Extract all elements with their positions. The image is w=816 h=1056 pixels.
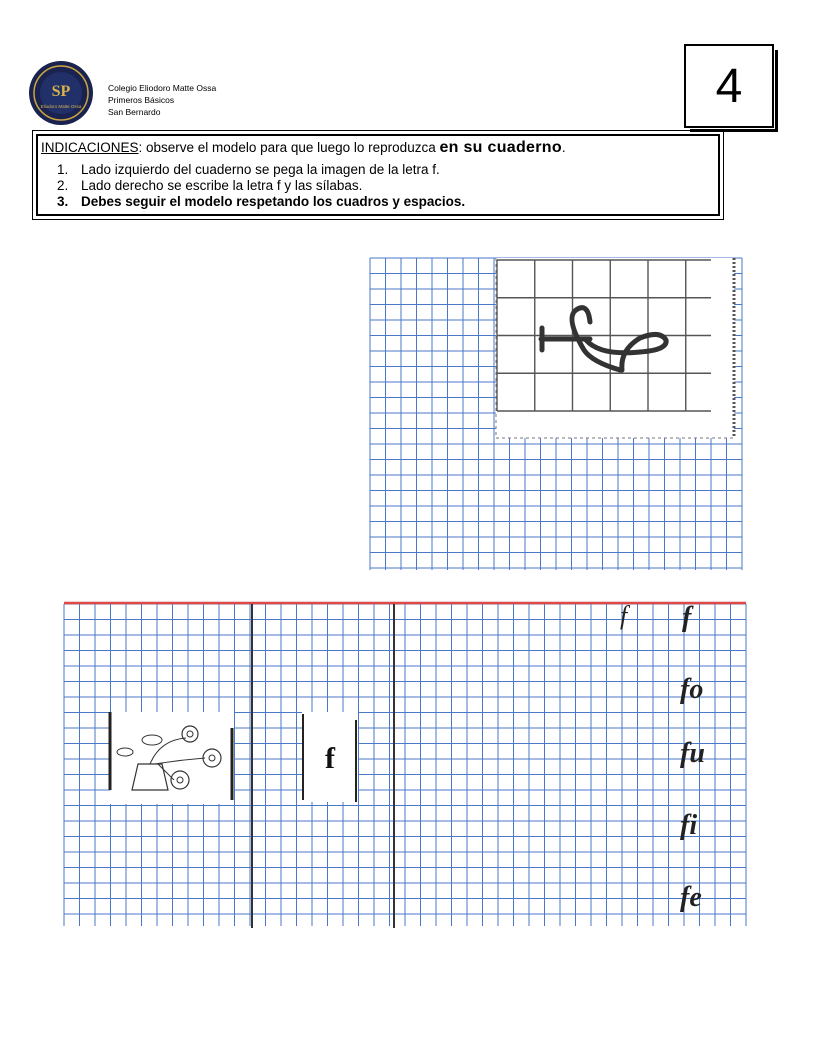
cursive-row-f: f (682, 602, 692, 633)
instructions-end: . (561, 140, 566, 155)
school-name: Colegio Eliodoro Matte Ossa (108, 83, 217, 93)
flower-picture-card (110, 712, 234, 804)
instructions-text: : observe el modelo para que luego lo reproduzca (138, 140, 440, 155)
cursive-row-fu: fu (680, 738, 705, 769)
instructions-title: INDICACIONES (41, 140, 139, 155)
item-text: Lado derecho se escribe la letra f y las sílabas. (81, 178, 363, 193)
letter-f-card (302, 712, 358, 802)
cursive-row-fo: fo (680, 674, 704, 705)
svg-text:Eliodoro Matte Ossa: Eliodoro Matte Ossa (40, 104, 82, 109)
item-number: 1. (57, 162, 69, 177)
cursive-row-fe: fe (680, 882, 702, 913)
svg-text:SP: SP (51, 83, 71, 100)
item-text: Lado izquierdo del cuaderno se pega la imagen de la letra f. (81, 162, 440, 177)
item-text: Debes seguir el modelo respetando los cuadros y espacios. (81, 194, 466, 209)
page-number: 4 (715, 59, 743, 113)
cursive-practice-rows (620, 601, 705, 913)
instructions-emphasis: en su cuaderno (439, 139, 562, 156)
printed-letter-f: f (325, 742, 335, 775)
cursive-row-fi: fi (680, 810, 698, 841)
item-number: 3. (57, 194, 69, 209)
school-grade: Primeros Básicos (108, 95, 175, 105)
item-number: 2. (57, 178, 69, 193)
school-city: San Bernardo (108, 107, 161, 117)
cursive-sample-f: f (620, 601, 628, 630)
